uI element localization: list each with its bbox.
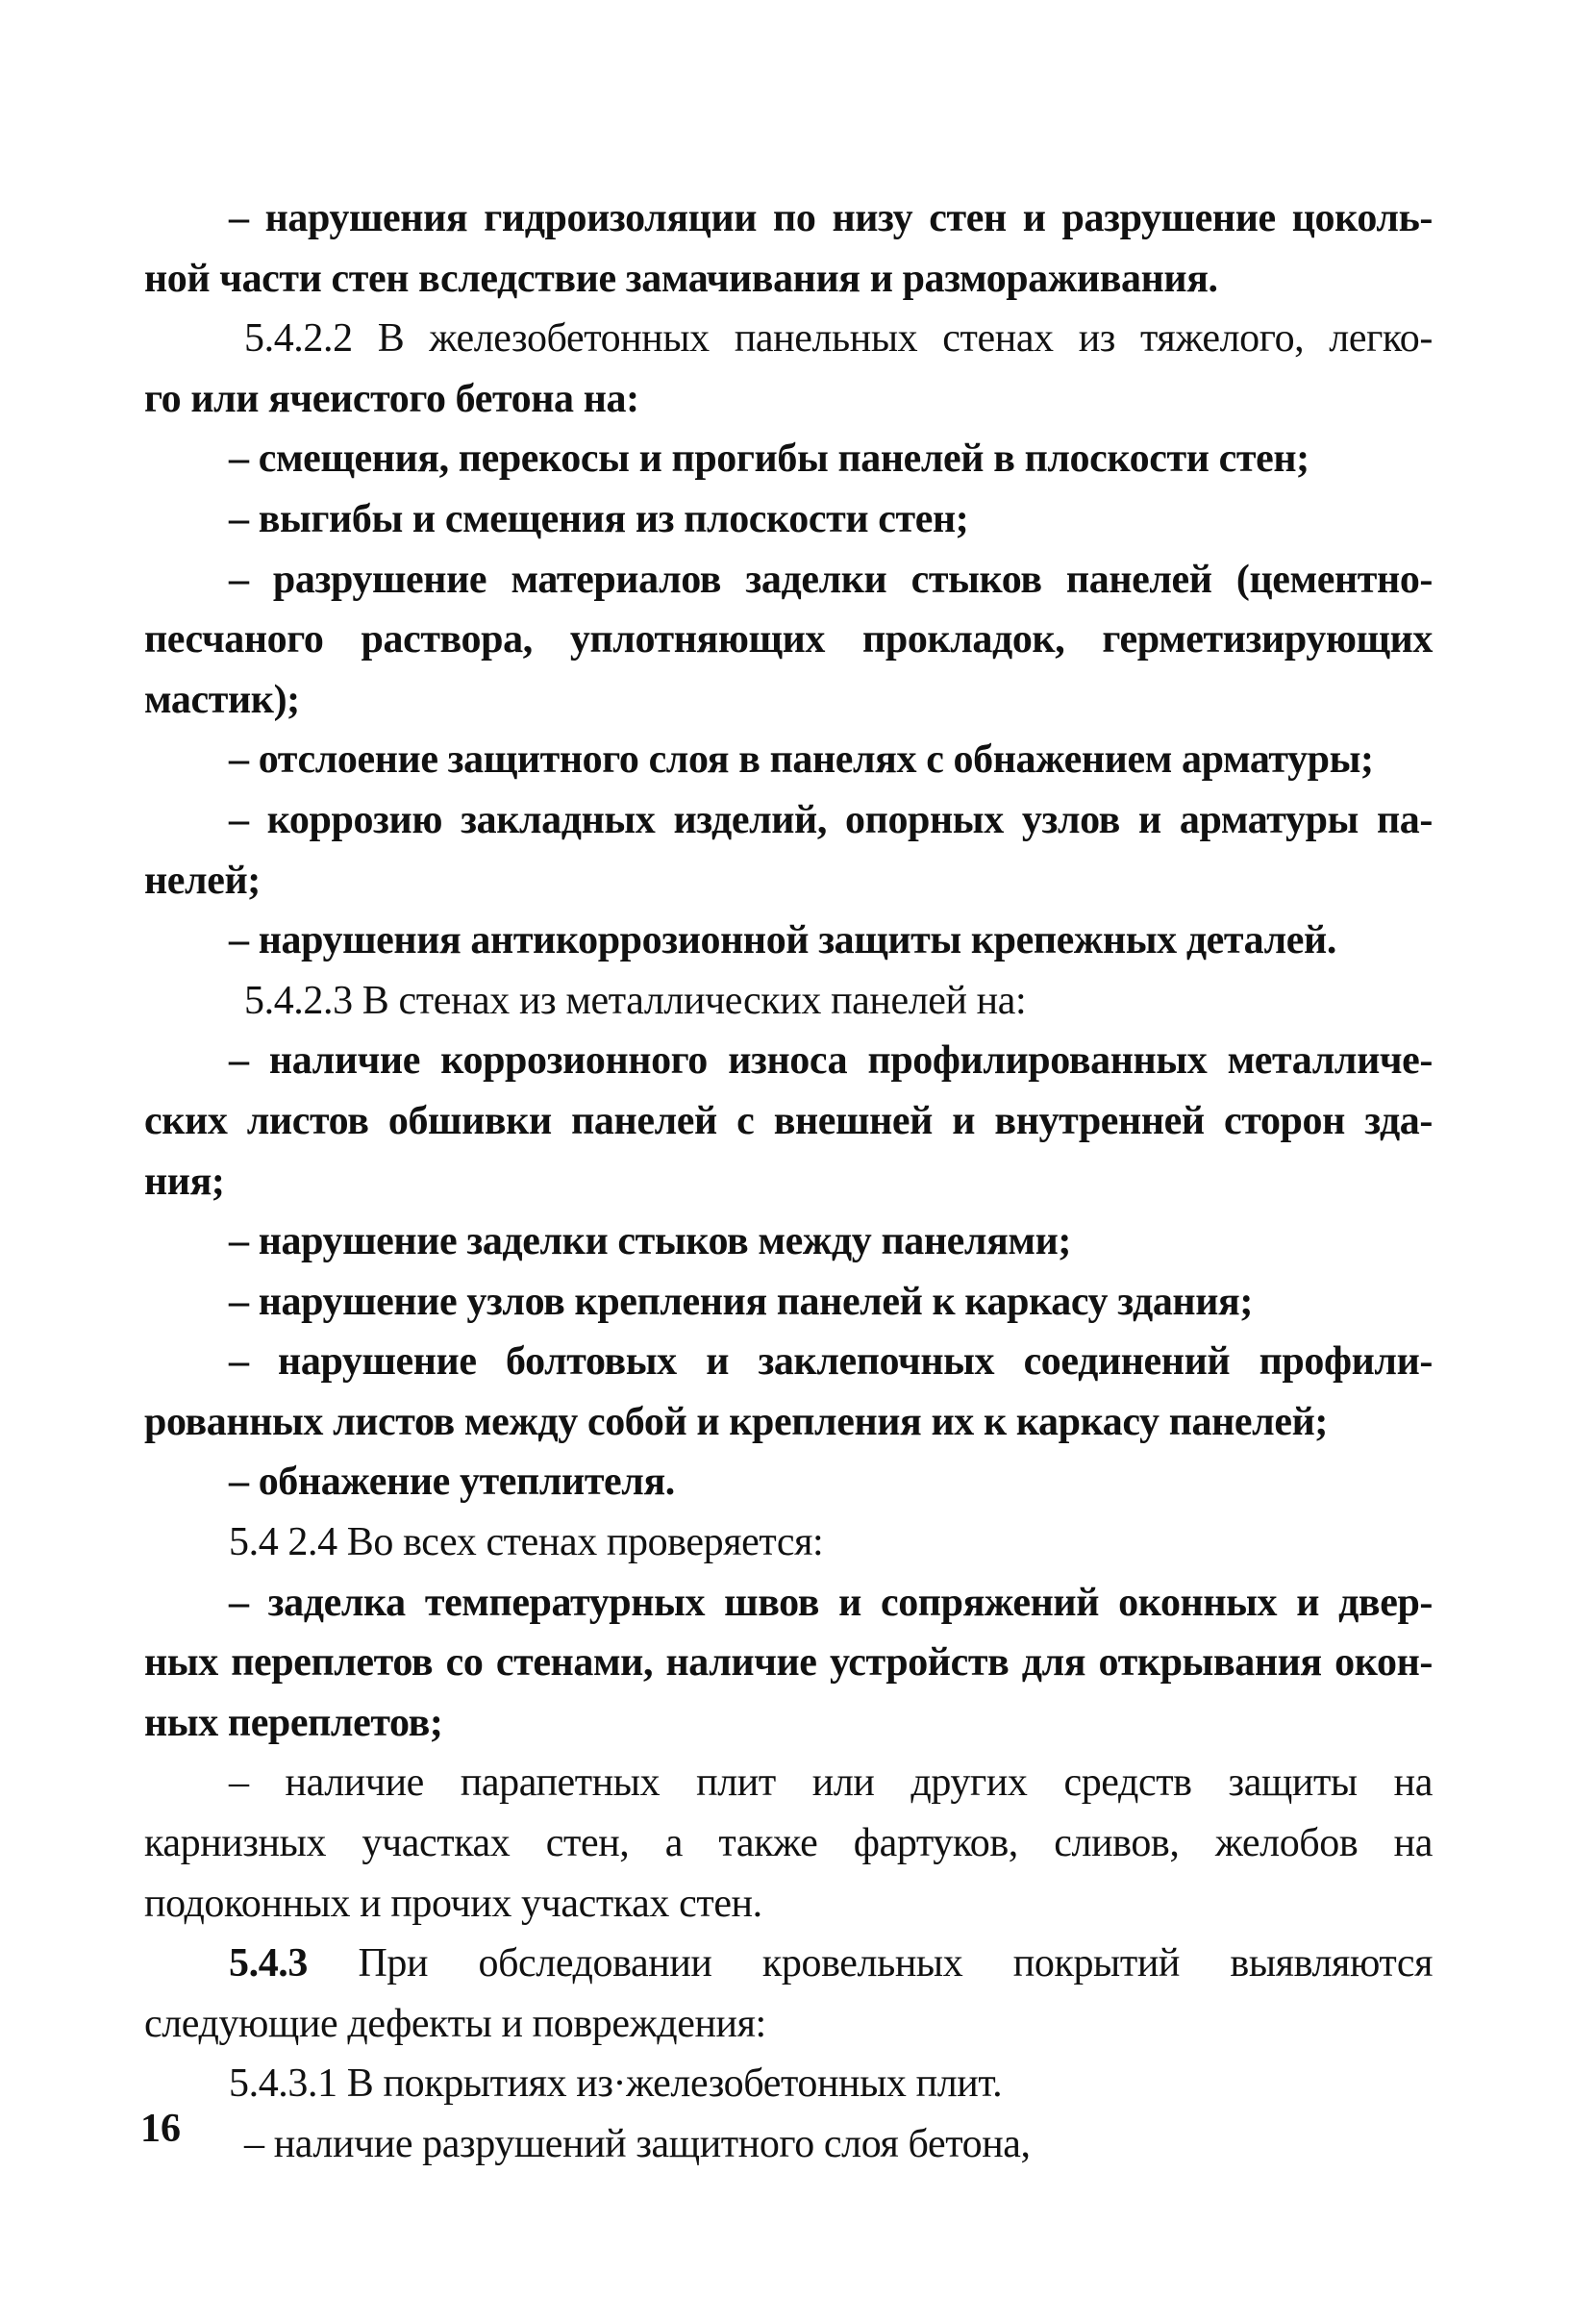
list-item: – обнажение утеплителя. — [229, 1460, 675, 1505]
text-line: ной части стен вследствие замачивания и размораживания. — [144, 256, 1218, 301]
page-number: 16 — [140, 2107, 181, 2151]
text-line: ния; — [144, 1159, 225, 1204]
text-line: мастик); — [144, 677, 300, 722]
list-item: – наличие парапетных плит или других средств защиты на — [229, 1761, 1433, 1806]
page-text — [144, 188, 1433, 2175]
section-heading: 5.4.3.1 В покрытиях из·железобетонных плит. — [229, 2061, 1003, 2107]
list-item: – нарушение узлов крепления панелей к каркасу здания; — [229, 1279, 1253, 1324]
text-line: ских листов обшивки панелей с внешней и внутренней сторон зда- — [144, 1098, 1433, 1143]
text-line: ных переплетов; — [144, 1700, 443, 1745]
text-line: нелей; — [144, 858, 261, 903]
list-item: – коррозию закладных изделий, опорных узлов и арматуры па- — [229, 797, 1433, 842]
section-heading: 5.4.2.3 В стенах из металлических панелей на: — [244, 978, 1027, 1023]
list-item: – нарушение болтовых и заклепочных соединений профили- — [229, 1339, 1433, 1385]
list-item: – нарушения антикоррозионной защиты крепежных деталей. — [229, 918, 1336, 963]
section-heading: 5.4 2.4 Во всех стенах проверяется: — [229, 1520, 824, 1565]
list-item: – выгибы и смещения из плоскости стен; — [229, 496, 969, 541]
text-line: ных переплетов со стенами, наличие устройств для открывания окон- — [144, 1640, 1433, 1686]
list-item: – отслоение защитного слоя в панелях с обнажением арматуры; — [229, 737, 1374, 783]
section-heading — [144, 1934, 1433, 1994]
text-line: – нарушения гидроизоляции по низу стен и разрушение цоколь- — [229, 196, 1433, 240]
section-number: 5.4.3 — [229, 1941, 309, 1986]
section-heading-text: При обследовании кровельных покрытий выявляются — [308, 1941, 1433, 1986]
section-heading: 5.4.2.2 В железобетонных панельных стенах из тяжелого, легко- — [244, 316, 1433, 362]
list-item: – наличие коррозионного износа профилированных металличе- — [229, 1038, 1433, 1084]
list-item: – наличие разрушений защитного слоя бетона, — [244, 2122, 1031, 2166]
text-line: рованных листов между собой и крепления их к каркасу панелей; — [144, 1399, 1328, 1444]
list-item: – нарушение заделки стыков между панелями; — [229, 1219, 1071, 1264]
text-line: песчаного раствора, уплотняющих прокладок, герметизирующих — [144, 617, 1433, 662]
text-line: карнизных участках стен, а также фартуков, сливов, желобов на — [144, 1821, 1433, 1866]
text-line: го или ячеистого бетона на: — [144, 376, 639, 421]
text-line: подоконных и прочих участках стен. — [144, 1881, 762, 1926]
list-item: – разрушение материалов заделки стыков панелей (цементно- — [229, 557, 1433, 602]
list-item: – смещения, перекосы и прогибы панелей в плоскости стен; — [229, 437, 1309, 482]
list-item: – заделка температурных швов и сопряжений оконных и двер- — [229, 1580, 1433, 1625]
text-line: следующие дефекты и повреждения: — [144, 2001, 766, 2046]
